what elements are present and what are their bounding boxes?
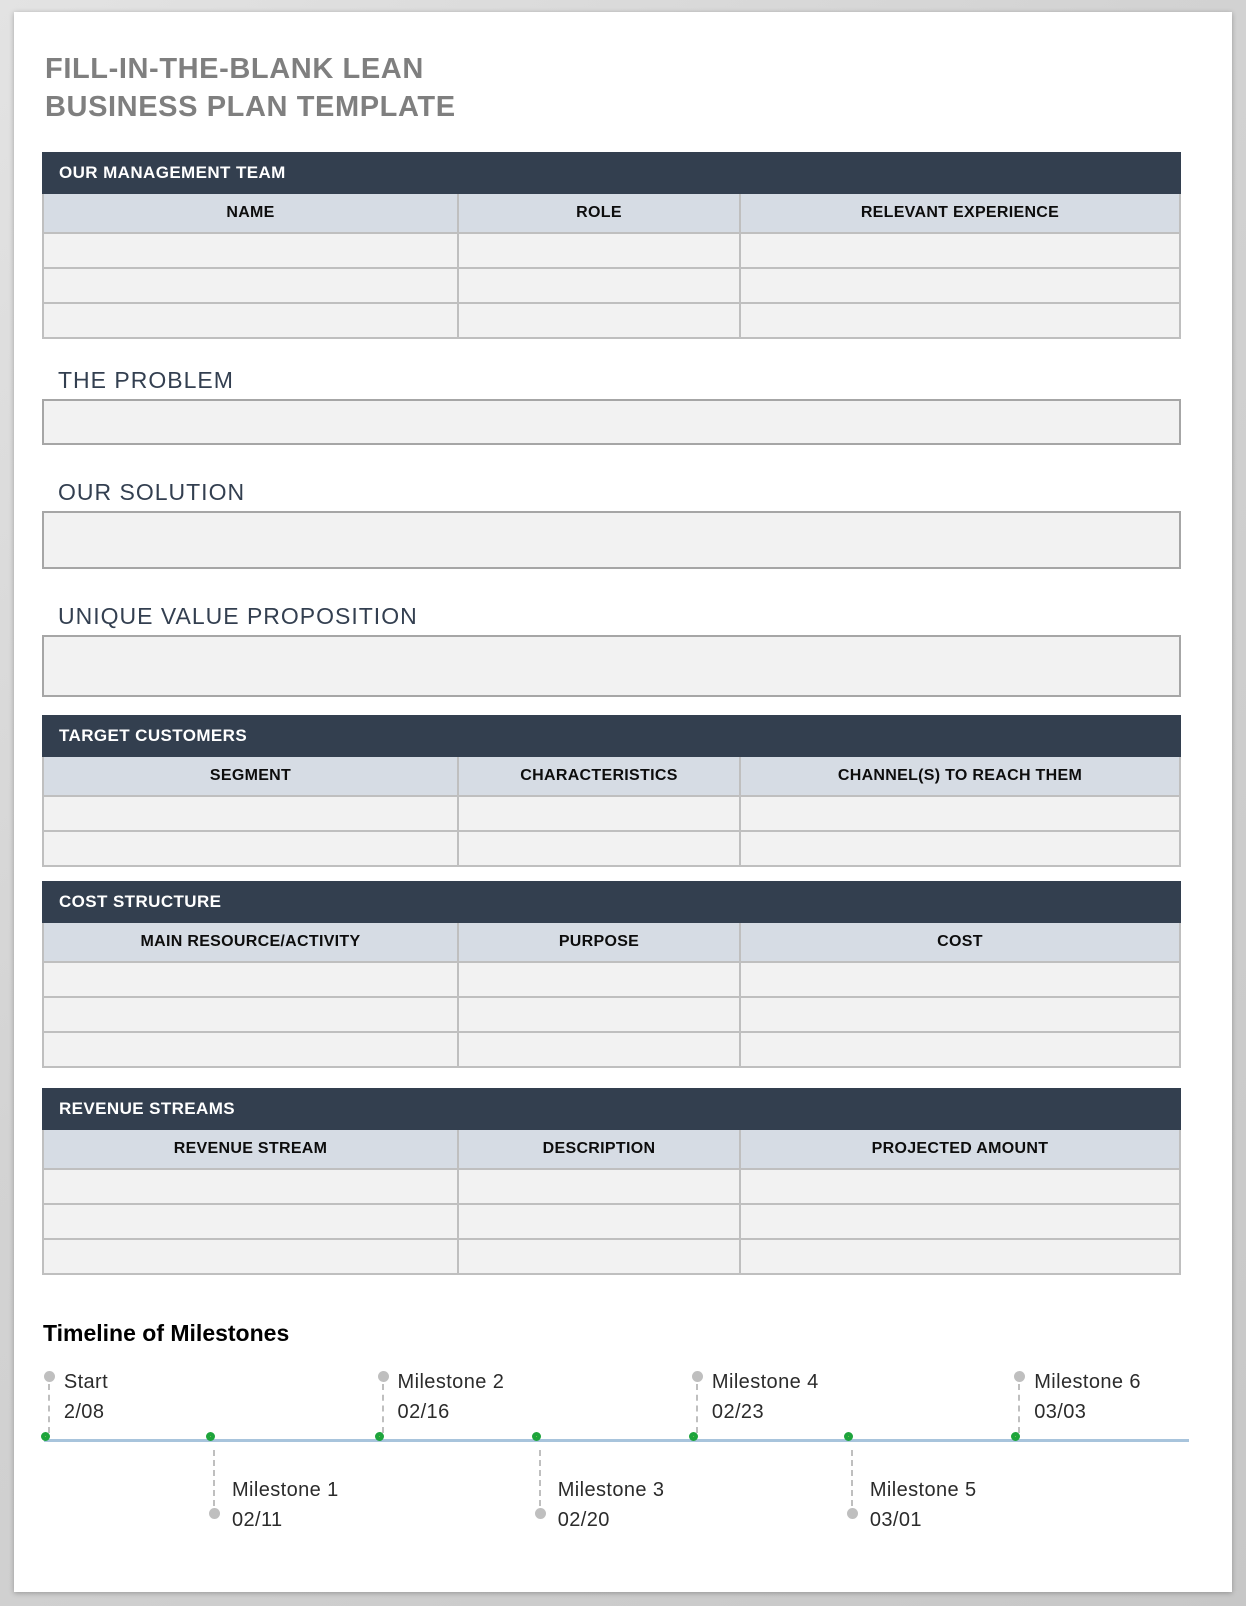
empty-cell-role[interactable] xyxy=(458,233,740,268)
column-header-projected-amount: PROJECTED AMOUNT xyxy=(740,1129,1180,1169)
column-header-row xyxy=(43,756,1180,796)
table-row xyxy=(43,303,1180,338)
milestone-label: Milestone 2 02/16 xyxy=(397,1371,505,1423)
milestone-label: Milestone 4 02/23 xyxy=(711,1371,819,1423)
connector-dashed-line xyxy=(696,1384,698,1433)
document-page xyxy=(14,12,1232,1592)
solution-text-box[interactable] xyxy=(42,511,1181,569)
empty-cell-segment[interactable] xyxy=(43,831,458,866)
connector-dashed-line xyxy=(539,1450,541,1506)
empty-cell-role[interactable] xyxy=(458,268,740,303)
empty-cell-purpose[interactable] xyxy=(458,1032,740,1067)
connector-endpoint-dot xyxy=(209,1508,220,1519)
table-row xyxy=(43,1169,1180,1204)
empty-cell-segment[interactable] xyxy=(43,796,458,831)
table-row xyxy=(43,1239,1180,1274)
milestone-node-dot xyxy=(844,1432,853,1441)
connector-dashed-line xyxy=(851,1450,853,1506)
milestone-node-dot xyxy=(689,1432,698,1441)
column-header-description: DESCRIPTION xyxy=(458,1129,740,1169)
column-header-name: NAME xyxy=(43,193,458,233)
column-header-channels: CHANNEL(S) TO REACH THEM xyxy=(740,756,1180,796)
connector-endpoint-dot xyxy=(692,1371,703,1382)
empty-cell-channels[interactable] xyxy=(740,831,1180,866)
empty-cell-description[interactable] xyxy=(458,1169,740,1204)
column-header-row xyxy=(43,922,1180,962)
section-header-cost-structure: COST STRUCTURE xyxy=(43,882,1180,922)
column-header-relevant-experience: RELEVANT EXPERIENCE xyxy=(740,193,1180,233)
column-header-purpose: PURPOSE xyxy=(458,922,740,962)
column-header-role: ROLE xyxy=(458,193,740,233)
column-header-segment: SEGMENT xyxy=(43,756,458,796)
empty-cell-characteristics[interactable] xyxy=(458,796,740,831)
section-header-row xyxy=(43,153,1180,193)
table-row xyxy=(43,962,1180,997)
empty-cell-revenue-stream[interactable] xyxy=(43,1239,458,1274)
empty-cell-resource[interactable] xyxy=(43,1032,458,1067)
table-row xyxy=(43,796,1180,831)
milestone-node-dot xyxy=(206,1432,215,1441)
column-header-characteristics: CHARACTERISTICS xyxy=(458,756,740,796)
empty-cell-experience[interactable] xyxy=(740,303,1180,338)
connector-dashed-line xyxy=(48,1384,50,1433)
milestone-label: Milestone 3 02/20 xyxy=(557,1479,665,1531)
section-header-target-customers: TARGET CUSTOMERS xyxy=(43,716,1180,756)
milestone-node-dot xyxy=(41,1432,50,1441)
milestone-node-dot xyxy=(532,1432,541,1441)
empty-cell-channels[interactable] xyxy=(740,796,1180,831)
page-title-line-2: BUSINESS PLAN TEMPLATE xyxy=(45,91,456,123)
empty-cell-experience[interactable] xyxy=(740,233,1180,268)
cost-structure-table xyxy=(42,881,1181,1068)
timeline-heading: Timeline of Milestones xyxy=(43,1320,290,1346)
empty-cell-name[interactable] xyxy=(43,303,458,338)
empty-cell-purpose[interactable] xyxy=(458,962,740,997)
section-header-row xyxy=(43,882,1180,922)
section-header-revenue-streams: REVENUE STREAMS xyxy=(43,1089,1180,1129)
management-team-table xyxy=(42,152,1181,339)
problem-text-box[interactable] xyxy=(42,399,1181,445)
empty-cell-resource[interactable] xyxy=(43,962,458,997)
empty-cell-cost[interactable] xyxy=(740,997,1180,1032)
column-header-revenue-stream: REVENUE STREAM xyxy=(43,1129,458,1169)
connector-dashed-line xyxy=(382,1384,384,1433)
table-row xyxy=(43,1032,1180,1067)
connector-endpoint-dot xyxy=(847,1508,858,1519)
table-row xyxy=(43,997,1180,1032)
heading-unique-value-proposition: UNIQUE VALUE PROPOSITION xyxy=(58,603,418,629)
milestone-node-dot xyxy=(375,1432,384,1441)
heading-the-problem: THE PROBLEM xyxy=(58,367,234,393)
empty-cell-projected-amount[interactable] xyxy=(740,1169,1180,1204)
empty-cell-projected-amount[interactable] xyxy=(740,1204,1180,1239)
table-row xyxy=(43,233,1180,268)
unique-value-proposition-text-box[interactable] xyxy=(42,635,1181,697)
column-header-row xyxy=(43,1129,1180,1169)
column-header-main-resource: MAIN RESOURCE/ACTIVITY xyxy=(43,922,458,962)
revenue-streams-table xyxy=(42,1088,1181,1275)
empty-cell-resource[interactable] xyxy=(43,997,458,1032)
empty-cell-projected-amount[interactable] xyxy=(740,1239,1180,1274)
empty-cell-revenue-stream[interactable] xyxy=(43,1204,458,1239)
empty-cell-cost[interactable] xyxy=(740,1032,1180,1067)
connector-dashed-line xyxy=(213,1450,215,1506)
empty-cell-cost[interactable] xyxy=(740,962,1180,997)
empty-cell-revenue-stream[interactable] xyxy=(43,1169,458,1204)
milestone-label: Milestone 6 03/03 xyxy=(1034,1371,1141,1423)
connector-endpoint-dot xyxy=(44,1371,55,1382)
section-header-row xyxy=(43,1089,1180,1129)
connector-endpoint-dot xyxy=(378,1371,389,1382)
heading-our-solution: OUR SOLUTION xyxy=(58,479,246,505)
empty-cell-characteristics[interactable] xyxy=(458,831,740,866)
section-header-row xyxy=(43,716,1180,756)
connector-endpoint-dot xyxy=(1014,1371,1025,1382)
connector-dashed-line xyxy=(1018,1384,1020,1433)
table-row xyxy=(43,1204,1180,1239)
connector-endpoint-dot xyxy=(535,1508,546,1519)
empty-cell-description[interactable] xyxy=(458,1204,740,1239)
empty-cell-name[interactable] xyxy=(43,233,458,268)
page-title-line-1: FILL-IN-THE-BLANK LEAN xyxy=(45,53,424,85)
empty-cell-purpose[interactable] xyxy=(458,997,740,1032)
column-header-cost: COST xyxy=(740,922,1180,962)
page-title xyxy=(45,50,1181,126)
empty-cell-description[interactable] xyxy=(458,1239,740,1274)
table-row xyxy=(43,831,1180,866)
milestone-label: Milestone 1 02/11 xyxy=(231,1479,339,1531)
empty-cell-experience[interactable] xyxy=(740,268,1180,303)
section-header-management-team: OUR MANAGEMENT TEAM xyxy=(43,153,1180,193)
target-customers-table xyxy=(42,715,1181,867)
column-header-row xyxy=(43,193,1180,233)
milestone-label: Start 2/08 xyxy=(63,1371,109,1423)
table-row xyxy=(43,268,1180,303)
milestone-label: Milestone 5 03/01 xyxy=(869,1479,977,1531)
empty-cell-name[interactable] xyxy=(43,268,458,303)
timeline-canvas xyxy=(42,1355,1181,1540)
empty-cell-role[interactable] xyxy=(458,303,740,338)
